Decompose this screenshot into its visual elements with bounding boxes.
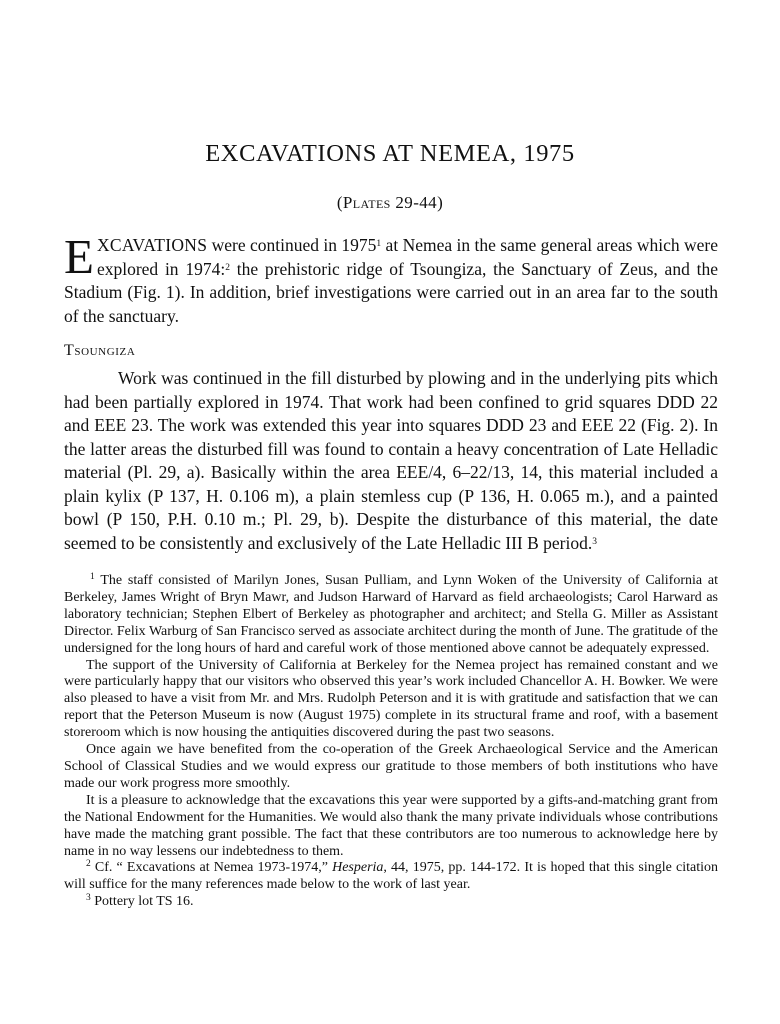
- footnote-ref[interactable]: 1: [376, 239, 382, 249]
- article-title: EXCAVATIONS AT NEMEA, 1975: [205, 140, 575, 167]
- footnote-ref[interactable]: 3: [592, 536, 597, 547]
- footnote-text: The staff consisted of Marilyn Jones, Susan Pulliam, and Lynn Woken of the University of California at Berkeley, James Wright of Bryn Mawr, and Judson Harward of Harvard as field archaeologists; Carol Harward as laboratory technician; Stephen Elbert of Berkeley as photographer and architect; and Stella G. Miller as Assistant Director. Felix Warburg of San Francisco served as associate architect during the month of June. The gratitude of the undersigned for the long hours of hard and careful work of those mentioned above cannot be adequately expressed.: [64, 573, 718, 656]
- footnote-ref[interactable]: 2: [225, 262, 230, 273]
- footnote-text: Cf. “ Excavations at Nemea 1973-1974,”: [94, 860, 328, 876]
- section-paragraph: [64, 367, 718, 555]
- footnotes: [64, 573, 718, 911]
- drop-cap: E: [64, 229, 94, 284]
- footnote-1: [64, 573, 718, 658]
- footnote-1-paragraph: The support of the University of California at Berkeley for the Nemea project has remained constant and we were particularly happy that our visitors who observed this year’s work included Chancellor A. H. Bowker. We were also pleased to have a visit from Mr. and Mrs. Rudolph Peterson and it is with gratitude and satisfaction that we can report that the Peterson Museum is now (August 1975) complete in its structural frame and roof, with a basement storeroom which is now housing the antiquities discovered during the past two seasons.: [64, 657, 718, 741]
- footnote-2: [64, 860, 718, 894]
- journal-title: Hesperia: [332, 860, 384, 876]
- intro-text: the prehistoric ridge of Tsoungiza, the Sanctuary of Zeus, and the Stadium (Fig. 1). In addition, brief investigations were carried out in an area far to the south of the sanctuary.: [64, 258, 718, 326]
- footnote-text: Pottery lot TS 16.: [94, 894, 194, 910]
- footnote-3: [64, 894, 718, 911]
- intro-paragraph: [64, 229, 718, 328]
- footnote-text: , 44, 1975, pp. 144-172. It is hoped that this single citation will suffice for the many references made below to the work of last year.: [64, 860, 718, 893]
- footnote-number: 1: [90, 572, 95, 582]
- footnote-number: 3: [86, 893, 91, 904]
- plates-reference: (Plates 29-44): [336, 193, 444, 212]
- intro-lead-word: XCAVATIONS: [96, 235, 208, 255]
- section-text: Work was continued in the fill disturbed by plowing and in the underlying pits which had been partially explored in 1974. That work had been confined to grid squares DDD 22 and EEE 23. The work was extended this year into squares DDD 23 and EEE 22 (Fig. 2). In the latter areas the disturbed fill was found to contain a heavy concentration of Late Helladic material (Pl. 29, a). Basically within the area EEE/4, 6–22/13, 14, this material included a plain kylix (P 137, H. 0.106 m), a plain stemless cup (P 136, H. 0.065 m.), and a painted bowl (P 150, P.H. 0.10 m.; Pl. 29, b). Despite the disturbance of this material, the date seemed to be consistently and exclusively of the Late Helladic III B period.: [64, 368, 718, 553]
- intro-text: were continued in 1975: [207, 235, 377, 255]
- section-heading: Tsoungiza: [64, 342, 136, 359]
- intro-text: at Nemea in the same general areas which were explored in 1974:: [96, 235, 718, 279]
- footnote-1-paragraph: Once again we have benefited from the co-operation of the Greek Archaeological Service and the American School of Classical Studies and we would express our gratitude to those members of both institutions who have made our work progress more smoothly.: [64, 742, 718, 791]
- footnote-number: 2: [86, 859, 91, 870]
- footnote-1-paragraph: It is a pleasure to acknowledge that the excavations this year were supported by a gifts-and-matching grant from the National Endowment for the Humanities. We would also thank the many private individuals whose contributions have made the matching grant possible. The fact that these contributors are too numerous to acknowledge here by name in no way lessens our indebtedness to them.: [64, 792, 718, 859]
